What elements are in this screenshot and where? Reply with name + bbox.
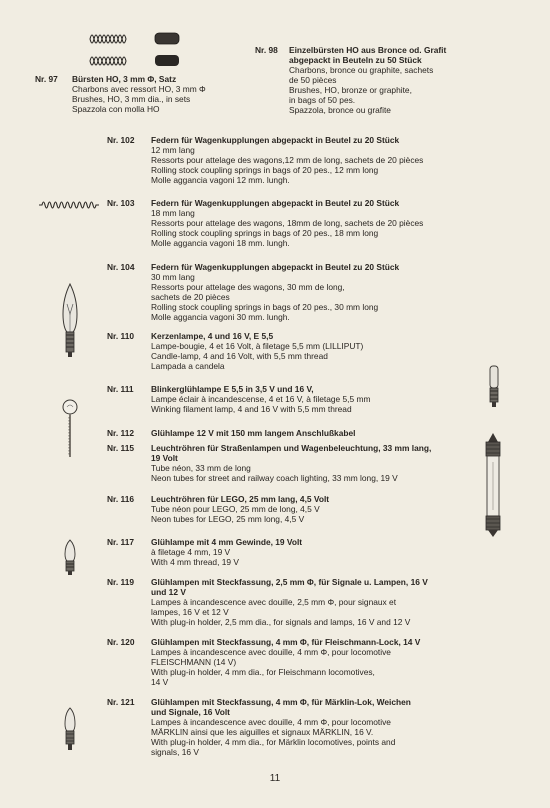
description-line: de 50 pièces bbox=[289, 75, 337, 85]
item-description bbox=[151, 341, 467, 371]
description-line: lampes, 16 V et 12 V bbox=[151, 607, 229, 617]
description-line: With 4 mm thread, 19 V bbox=[151, 557, 239, 567]
title-line: Glühlampen mit Steckfassung, 4 mm Φ, für Märklin-Lok, Weichen bbox=[151, 697, 411, 707]
description-line: Brushes, HO, bronze or graphite, bbox=[289, 85, 412, 95]
item-title bbox=[151, 537, 302, 547]
item-title bbox=[151, 697, 411, 717]
entry-97 bbox=[35, 74, 235, 114]
entry-header bbox=[107, 384, 467, 394]
description-line: Ressorts pour attelage des wagons,12 mm de long, sachets de 20 pièces bbox=[151, 155, 424, 165]
page-number: 11 bbox=[269, 773, 281, 784]
item-title bbox=[151, 428, 355, 438]
title-line: Federn für Wagenkupplungen abgepackt in Beutel zu 20 Stück bbox=[151, 135, 400, 145]
item-number: Nr. 97 bbox=[35, 74, 58, 84]
description-line: Tube néon, 33 mm de long bbox=[151, 463, 251, 473]
description-line: Lampe éclair à incandescense, 4 et 16 V, à filetage 5,5 mm bbox=[151, 394, 371, 404]
entry-header bbox=[107, 331, 467, 341]
item-description bbox=[151, 647, 469, 687]
carbon-brush-illustration bbox=[153, 30, 183, 70]
item-title bbox=[151, 637, 420, 647]
entry-header bbox=[107, 198, 507, 208]
item-number: Nr. 121 bbox=[107, 697, 135, 707]
candle-lamp-illustration bbox=[58, 282, 82, 360]
item-number: Nr. 116 bbox=[107, 494, 135, 504]
item-description bbox=[151, 717, 469, 757]
description-line: à filetage 4 mm, 19 V bbox=[151, 547, 231, 557]
item-title bbox=[151, 577, 428, 597]
small-tube-lamp-illustration bbox=[487, 364, 501, 410]
winking-lamp-illustration bbox=[62, 397, 78, 459]
description-line: Rolling stock coupling springs in bags of 20 pes., 18 mm long bbox=[151, 228, 379, 238]
entry-header bbox=[107, 577, 469, 597]
description-line: Spazzola, bronce ou grafite bbox=[289, 105, 391, 115]
description-line: Rolling stock coupling springs in bags of 20 pes., 12 mm long bbox=[151, 165, 379, 175]
item-number: Nr. 120 bbox=[107, 637, 135, 647]
entry-header bbox=[107, 697, 469, 717]
item-description bbox=[151, 272, 507, 322]
description-line: Charbons avec ressort HO, 3 mm Φ bbox=[72, 84, 206, 94]
title-line: Leuchtröhren für Straßenlampen und Wagenbeleuchtung, 33 mm lang, bbox=[151, 443, 432, 453]
description-line: With plug-in holder, 2,5 mm dia., for signals and lamps, 16 V and 12 V bbox=[151, 617, 411, 627]
description-line: Spazzola con molla HO bbox=[72, 104, 160, 114]
item-description bbox=[72, 84, 235, 114]
title-line: Einzelbürsten HO aus Bronce od. Grafit bbox=[289, 45, 447, 55]
entry-header bbox=[255, 45, 475, 65]
description-line: Lampes à incandescence avec douille, 4 mm Φ, pour locomotive bbox=[151, 717, 391, 727]
entry-121 bbox=[107, 697, 469, 757]
title-line: und 12 V bbox=[151, 587, 186, 597]
title-line: abgepackt in Beuteln zu 50 Stück bbox=[289, 55, 422, 65]
title-line: Glühlampe 12 V mit 150 mm langem Anschlußkabel bbox=[151, 428, 356, 438]
item-title bbox=[151, 494, 329, 504]
entry-98 bbox=[255, 45, 475, 115]
entry-header bbox=[107, 262, 507, 272]
description-line: Molle aggancia vagoni 18 mm. lungh. bbox=[151, 238, 290, 248]
description-line: Charbons, bronce ou graphite, sachets bbox=[289, 65, 434, 75]
description-line: FLEISCHMANN (14 V) bbox=[151, 657, 237, 667]
description-line: Molle aggancia vagoni 30 mm. lungh. bbox=[151, 312, 290, 322]
entry-header bbox=[107, 637, 469, 647]
description-line: Neon tubes for street and railway coach lighting, 33 mm long, 19 V bbox=[151, 473, 398, 483]
entry-header bbox=[107, 494, 469, 504]
description-line: Lampes à incandescence avec douille, 2,5 mm Φ, pour signaux et bbox=[151, 597, 397, 607]
item-number: Nr. 104 bbox=[107, 262, 135, 272]
entry-header bbox=[107, 135, 507, 145]
item-number: Nr. 98 bbox=[255, 45, 278, 55]
threaded-lamp-illustration bbox=[62, 538, 78, 576]
title-line: 19 Volt bbox=[151, 453, 178, 463]
title-line: Federn für Wagenkupplungen abgepackt in Beutel zu 20 Stück bbox=[151, 198, 400, 208]
title-line: Federn für Wagenkupplungen abgepackt in Beutel zu 20 Stück bbox=[151, 262, 400, 272]
description-line: 30 mm lang bbox=[151, 272, 195, 282]
description-line: With plug-in holder, 4 mm dia., for Fleischmann locomotives, bbox=[151, 667, 375, 677]
description-line: Brushes, HO, 3 mm dia., in sets bbox=[72, 94, 191, 104]
entry-104 bbox=[107, 262, 507, 322]
item-title bbox=[151, 384, 314, 394]
item-description bbox=[151, 547, 469, 567]
item-description bbox=[289, 65, 475, 115]
description-line: in bags of 50 pes. bbox=[289, 95, 356, 105]
item-title bbox=[151, 443, 431, 463]
description-line: signals, 16 V bbox=[151, 747, 199, 757]
item-description bbox=[151, 145, 507, 185]
title-line: Leuchtröhren für LEGO, 25 mm lang, 4,5 Volt bbox=[151, 494, 330, 504]
coupling-spring-illustration bbox=[38, 200, 100, 210]
entry-117 bbox=[107, 537, 469, 567]
description-line: Lampe-bougie, 4 et 16 Volt, à filetage 5,5 mm (LILLIPUT) bbox=[151, 341, 364, 351]
entry-112 bbox=[107, 428, 467, 438]
item-number: Nr. 117 bbox=[107, 537, 135, 547]
item-title bbox=[289, 45, 446, 65]
entry-header bbox=[107, 537, 469, 547]
item-number: Nr. 102 bbox=[107, 135, 135, 145]
entry-111 bbox=[107, 384, 467, 414]
entry-116 bbox=[107, 494, 469, 524]
description-line: Ressorts pour attelage des wagons, 30 mm de long, bbox=[151, 282, 345, 292]
description-line: Lampes à incandescence avec douille, 4 mm Φ, pour locomotive bbox=[151, 647, 391, 657]
description-line: Candle-lamp, 4 and 16 Volt, with 5,5 mm thread bbox=[151, 351, 328, 361]
item-number: Nr. 119 bbox=[107, 577, 135, 587]
description-line: Tube néon pour LEGO, 25 mm de long, 4,5 V bbox=[151, 504, 320, 514]
description-line: 12 mm lang bbox=[151, 145, 195, 155]
item-number: Nr. 110 bbox=[107, 331, 135, 341]
item-title bbox=[151, 331, 273, 341]
title-line: und Signale, 16 Volt bbox=[151, 707, 230, 717]
description-line: 18 mm lang bbox=[151, 208, 195, 218]
item-title bbox=[72, 74, 176, 84]
entry-120 bbox=[107, 637, 469, 687]
item-title bbox=[151, 135, 399, 145]
description-line: With plug-in holder, 4 mm dia., for Märklin locomotives, points and bbox=[151, 737, 396, 747]
title-line: Kerzenlampe, 4 und 16 V, E 5,5 bbox=[151, 331, 274, 341]
item-number: Nr. 115 bbox=[107, 443, 135, 453]
item-title bbox=[151, 262, 399, 272]
description-line: Neon tubes for LEGO, 25 mm long, 4,5 V bbox=[151, 514, 305, 524]
entry-header bbox=[107, 443, 469, 463]
description-line: Winking filament lamp, 4 and 16 V with 5,5 mm thread bbox=[151, 404, 352, 414]
entry-102 bbox=[107, 135, 507, 185]
item-number: Nr. 111 bbox=[107, 384, 134, 394]
item-description bbox=[151, 394, 467, 414]
entry-115 bbox=[107, 443, 469, 483]
description-line: MÄRKLIN ainsi que les aiguilles et signaux MÄRKLIN, 16 V. bbox=[151, 727, 374, 737]
title-line: Glühlampen mit Steckfassung, 4 mm Φ, für Fleischmann-Lock, 14 V bbox=[151, 637, 421, 647]
item-title bbox=[151, 198, 399, 208]
item-description bbox=[151, 597, 469, 627]
description-line: Molle aggancia vagoni 12 mm. lungh. bbox=[151, 175, 290, 185]
neon-tube-illustration bbox=[477, 432, 509, 538]
item-description bbox=[151, 208, 507, 248]
entry-110 bbox=[107, 331, 467, 371]
item-number: Nr. 112 bbox=[107, 428, 135, 438]
entry-header bbox=[35, 74, 235, 84]
description-line: sachets de 20 pièces bbox=[151, 292, 230, 302]
title-line: Glühlampe mit 4 mm Gewinde, 19 Volt bbox=[151, 537, 303, 547]
item-description bbox=[151, 504, 469, 524]
plug-in-lamp-illustration bbox=[62, 706, 78, 752]
entry-119 bbox=[107, 577, 469, 627]
entry-103 bbox=[107, 198, 507, 248]
description-line: 14 V bbox=[151, 677, 169, 687]
title-line: Bürsten HO, 3 mm Φ, Satz bbox=[72, 74, 177, 84]
title-line: Blinkerglühlampe E 5,5 in 3,5 V und 16 V, bbox=[151, 384, 314, 394]
item-description bbox=[151, 463, 469, 483]
title-line: Glühlampen mit Steckfassung, 2,5 mm Φ, für Signale u. Lampen, 16 V bbox=[151, 577, 428, 587]
entry-header bbox=[107, 428, 467, 438]
description-line: Rolling stock coupling springs in bags of 20 pes., 30 mm long bbox=[151, 302, 379, 312]
item-number: Nr. 103 bbox=[107, 198, 135, 208]
description-line: Lampada a candela bbox=[151, 361, 225, 371]
description-line: Ressorts pour attelage des wagons, 18mm de long, sachets de 20 pièces bbox=[151, 218, 424, 228]
